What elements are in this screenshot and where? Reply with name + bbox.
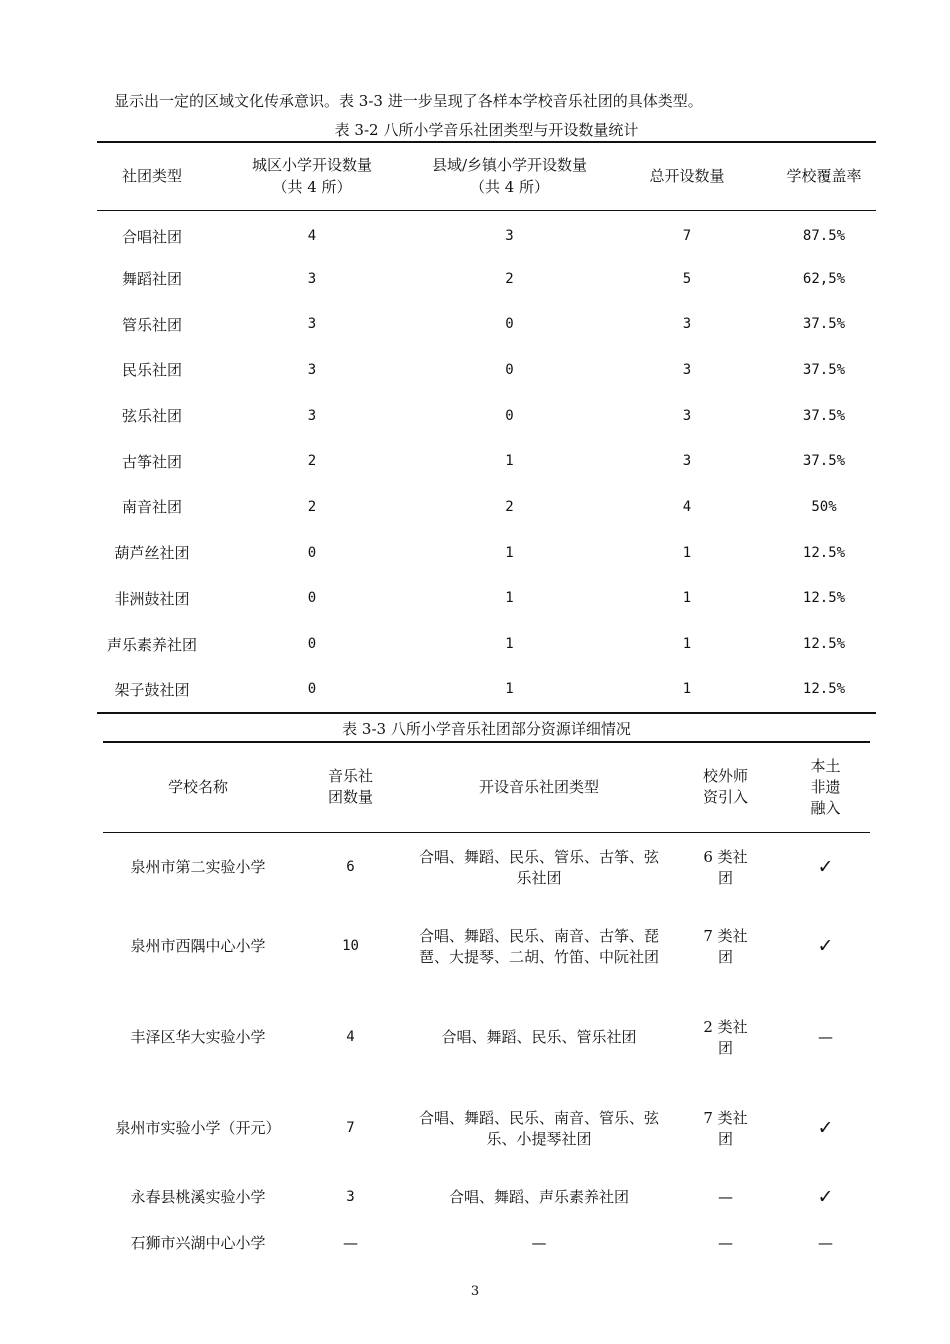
total-count: 1 <box>682 636 692 653</box>
header-club-count-line2: 团数量 <box>327 788 373 807</box>
table-row <box>97 667 876 713</box>
club-count: 3 <box>346 1188 355 1205</box>
total-count: 4 <box>682 498 692 515</box>
county-count: 1 <box>505 453 514 470</box>
table-header-row <box>103 742 870 832</box>
header-external-line1: 校外师 <box>702 767 748 786</box>
club-count: 7 <box>346 1120 355 1136</box>
club-type: 葫芦丝社团 <box>114 544 190 563</box>
county-count: 0 <box>505 361 514 378</box>
county-count: 1 <box>505 544 514 561</box>
coverage: 12.5% <box>802 590 846 607</box>
urban-count: 0 <box>307 590 317 607</box>
table-row <box>103 1172 870 1222</box>
coverage: 12.5% <box>802 681 846 698</box>
table-row <box>103 1085 870 1172</box>
header-county-count <box>417 142 602 210</box>
check-icon: ✓ <box>817 935 834 957</box>
club-type: 舞蹈社团 <box>121 270 182 289</box>
external-cell <box>670 832 781 903</box>
header-external-line2: 资引入 <box>702 788 748 807</box>
coverage: 37.5% <box>802 407 846 424</box>
club-type: 管乐社团 <box>121 315 182 334</box>
total-count: 3 <box>682 407 692 424</box>
external-teachers: — <box>718 1233 733 1252</box>
table-row <box>97 530 876 576</box>
header-county-line1: 县域/乡镇小学开设数量 <box>431 156 588 175</box>
header-urban-line1: 城区小学开设数量 <box>251 156 372 175</box>
total-count: 7 <box>682 228 692 245</box>
check-icon: ✓ <box>817 1185 834 1208</box>
external-teachers: — <box>718 1187 733 1206</box>
club-count: 10 <box>342 938 359 954</box>
external-teachers: 7 类社团 <box>703 926 748 966</box>
external-teachers: 7 类社团 <box>703 1108 748 1148</box>
county-count: 1 <box>505 590 514 607</box>
urban-count: 4 <box>307 228 317 245</box>
header-heritage <box>781 742 870 832</box>
coverage: 87.5% <box>802 228 846 245</box>
header-club-count <box>293 742 408 832</box>
club-type: 声乐素养社团 <box>106 635 197 654</box>
table-row <box>103 1222 870 1264</box>
table-3-3 <box>103 741 870 1264</box>
table-row <box>97 393 876 439</box>
club-type: 南音社团 <box>121 498 182 517</box>
header-county-line2: （共 4 所） <box>469 178 550 197</box>
county-count: 0 <box>505 407 514 424</box>
check-icon: ✓ <box>817 856 834 879</box>
header-school-name: 学校名称 <box>103 742 293 832</box>
county-count: 1 <box>505 636 514 653</box>
club-type: 合唱社团 <box>121 227 182 246</box>
table-row <box>103 990 870 1085</box>
header-coverage: 学校覆盖率 <box>772 142 876 210</box>
total-count: 3 <box>682 361 692 378</box>
school-name: 丰泽区华大实验小学 <box>130 1028 266 1046</box>
coverage: 37.5% <box>802 316 846 333</box>
header-urban-count <box>207 142 417 210</box>
club-types: 合唱、舞蹈、民乐、管乐、古筝、弦乐社团 <box>418 847 659 887</box>
school-name: 石狮市兴湖中心小学 <box>130 1233 266 1252</box>
table-row <box>103 903 870 990</box>
club-count: 4 <box>346 1029 355 1045</box>
table-row <box>97 438 876 484</box>
header-heritage-line2: 非遗 <box>810 777 841 796</box>
table-row <box>97 301 876 347</box>
total-count: 5 <box>682 270 692 287</box>
urban-count: 0 <box>307 636 317 653</box>
header-club-count-line1: 音乐社 <box>327 767 373 786</box>
external-teachers: 2 类社团 <box>703 1017 748 1057</box>
school-name: 泉州市第二实验小学 <box>130 858 266 877</box>
club-types-cell <box>408 903 670 990</box>
total-count: 3 <box>682 316 692 333</box>
club-types-cell <box>408 990 670 1085</box>
club-types: 合唱、舞蹈、民乐、管乐社团 <box>441 1028 637 1046</box>
county-count: 2 <box>505 270 514 287</box>
county-count: 2 <box>505 498 514 515</box>
header-club-type: 社团类型 <box>97 142 207 210</box>
club-types: 合唱、舞蹈、民乐、南音、管乐、弦乐、小提琴社团 <box>418 1108 659 1148</box>
table-row <box>97 576 876 622</box>
table-row <box>97 621 876 667</box>
urban-count: 2 <box>307 453 317 470</box>
intro-paragraph: 显示出一定的区域文化传承意识。表 3-3 进一步呈现了各样本学校音乐社团的具体类型。 <box>114 92 703 110</box>
club-count: 6 <box>346 859 355 876</box>
table-header-row <box>97 142 876 210</box>
dash-icon: — <box>818 1233 833 1252</box>
club-types-cell <box>408 1172 670 1222</box>
external-cell <box>670 903 781 990</box>
table-row <box>103 832 870 903</box>
club-types-cell <box>408 832 670 903</box>
header-club-types: 开设音乐社团类型 <box>408 742 670 832</box>
club-types: 合唱、舞蹈、声乐素养社团 <box>448 1187 629 1206</box>
total-count: 1 <box>682 681 692 698</box>
urban-count: 0 <box>307 681 317 698</box>
school-name: 泉州市实验小学（开元） <box>115 1119 281 1137</box>
county-count: 3 <box>505 228 514 245</box>
header-heritage-line3: 融入 <box>810 798 841 817</box>
dash-icon: — <box>818 1028 833 1046</box>
club-types-cell <box>408 1085 670 1172</box>
table-row <box>97 210 876 256</box>
header-heritage-line1: 本土 <box>810 756 841 775</box>
coverage: 12.5% <box>802 544 846 561</box>
club-count: — <box>343 1233 358 1252</box>
club-type: 弦乐社团 <box>121 407 182 426</box>
urban-count: 3 <box>307 361 317 378</box>
urban-count: 3 <box>307 270 317 287</box>
table-row <box>97 484 876 530</box>
school-name: 永春县桃溪实验小学 <box>130 1187 266 1206</box>
coverage: 12.5% <box>802 636 846 653</box>
club-type: 架子鼓社团 <box>114 680 190 699</box>
header-urban-line2: （共 4 所） <box>272 178 352 197</box>
coverage: 37.5% <box>802 453 846 470</box>
header-total-count: 总开设数量 <box>602 142 772 210</box>
total-count: 1 <box>682 544 692 561</box>
table-3-2 <box>97 141 876 714</box>
check-icon: ✓ <box>817 1117 834 1139</box>
table-row <box>97 347 876 393</box>
coverage: 62,5% <box>802 270 846 287</box>
club-type: 民乐社团 <box>121 361 182 380</box>
urban-count: 2 <box>307 498 317 515</box>
school-name: 泉州市西隅中心小学 <box>130 937 266 955</box>
county-count: 0 <box>505 316 514 333</box>
table-row <box>97 256 876 302</box>
urban-count: 0 <box>307 544 317 561</box>
total-count: 3 <box>682 453 692 470</box>
urban-count: 3 <box>307 407 317 424</box>
club-types: 合唱、舞蹈、民乐、南音、古筝、琵琶、大提琴、二胡、竹笛、中阮社团 <box>418 926 659 966</box>
table-3-3-caption: 表 3-3 八所小学音乐社团部分资源详细情况 <box>342 720 631 738</box>
urban-count: 3 <box>307 316 317 333</box>
club-type: 古筝社团 <box>121 452 182 471</box>
club-types: — <box>531 1233 547 1252</box>
external-cell <box>670 990 781 1085</box>
external-cell <box>670 1085 781 1172</box>
table-3-2-caption: 表 3-2 八所小学音乐社团类型与开设数量统计 <box>334 121 639 139</box>
coverage: 37.5% <box>802 361 846 378</box>
coverage: 50% <box>811 498 837 515</box>
total-count: 1 <box>682 590 692 607</box>
page-number: 3 <box>470 1284 480 1299</box>
club-type: 非洲鼓社团 <box>114 589 190 608</box>
external-teachers: 6 类社团 <box>703 847 748 887</box>
header-external-teachers <box>670 742 781 832</box>
county-count: 1 <box>505 681 514 698</box>
